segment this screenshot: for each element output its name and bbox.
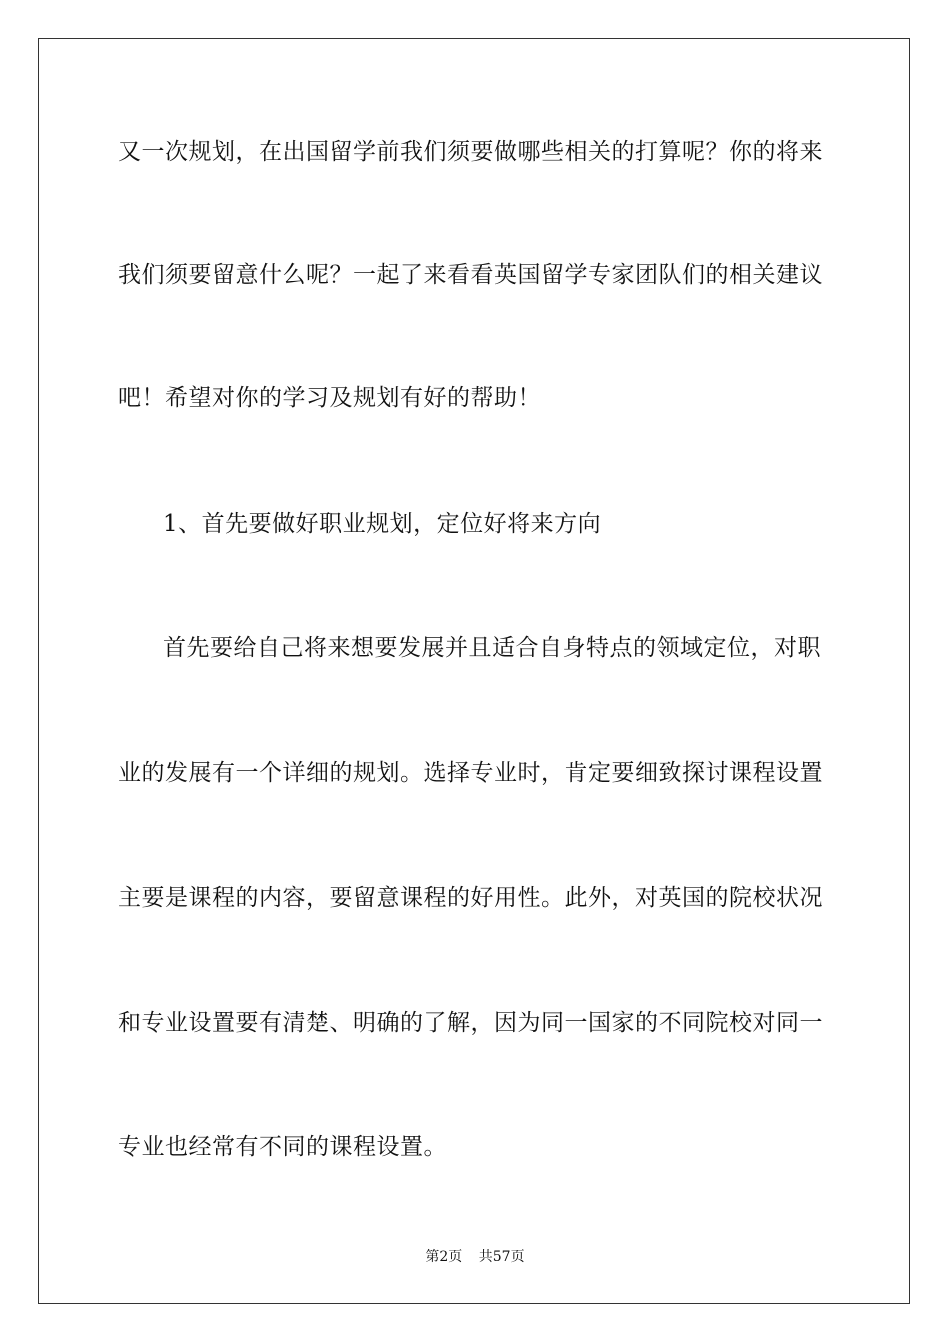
page-footer [0, 1248, 950, 1266]
body-text-line-8: 专业也经常有不同的课程设置。 [118, 1134, 447, 1160]
body-text-line-6: 主要是课程的内容，要留意课程的好用性。此外，对英国的院校状况 [118, 885, 823, 911]
section-heading: 1、首先要做好职业规划，定位好将来方向 [163, 511, 602, 537]
body-text-line-3: 吧！希望对你的学习及规划有好的帮助！ [118, 385, 541, 411]
body-text-line-5: 业的发展有一个详细的规划。选择专业时，肯定要细致探讨课程设置 [118, 760, 823, 786]
page-border [38, 38, 910, 1304]
page-number: 第2页 [425, 1249, 463, 1265]
page-total: 共57页 [478, 1249, 525, 1265]
body-text-line-4: 首先要给自己将来想要发展并且适合自身特点的领域定位，对职 [163, 635, 821, 661]
body-text-line-2: 我们须要留意什么呢？一起了来看看英国留学专家团队们的相关建议 [118, 262, 823, 288]
body-text-line-1: 又一次规划，在出国留学前我们须要做哪些相关的打算呢？你的将来 [118, 139, 823, 165]
body-text-line-7: 和专业设置要有清楚、明确的了解，因为同一国家的不同院校对同一 [118, 1010, 823, 1036]
